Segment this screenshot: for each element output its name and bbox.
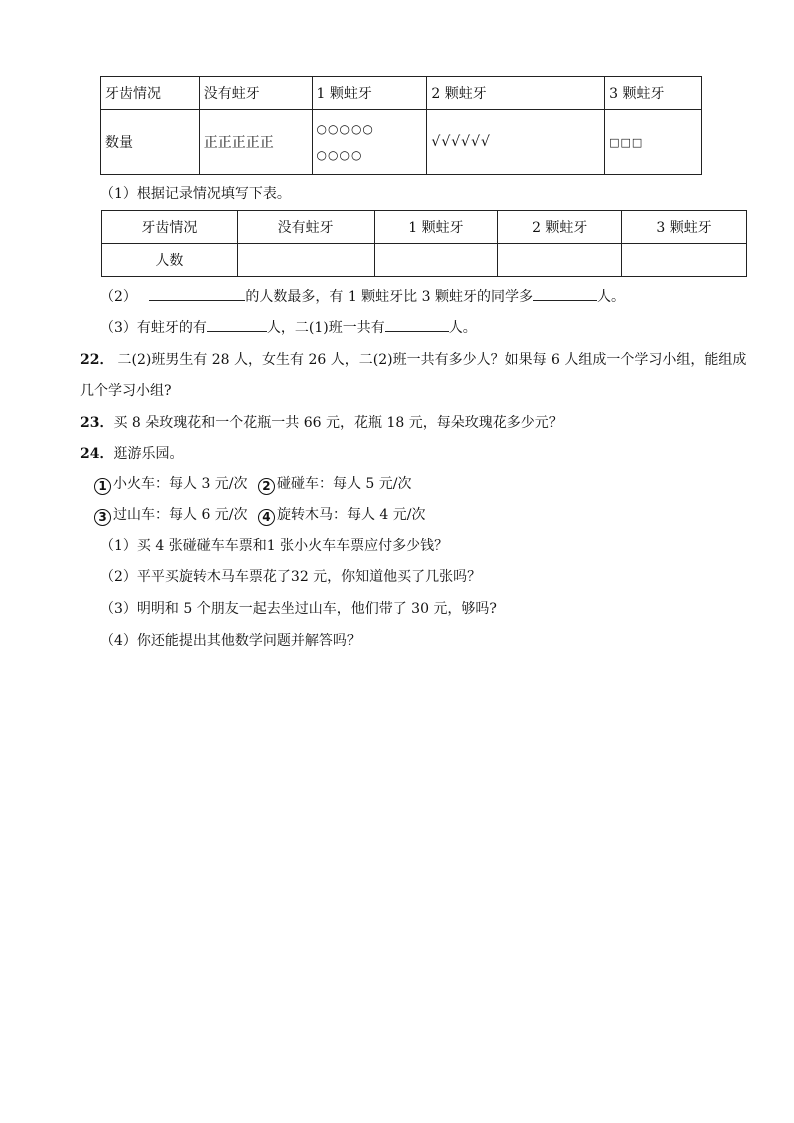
- answer-cell[interactable]: [237, 244, 374, 277]
- tally-one-line1: ○○○○○: [316, 122, 374, 136]
- tally-one: [312, 110, 427, 175]
- q24-sub3: （3）明明和 5 个朋友一起去坐过山车，他们带了 30 元，够吗?: [100, 601, 497, 617]
- question-22-line2: 几个学习小组?: [80, 383, 172, 399]
- question-24-text: 逛游乐园。: [113, 446, 184, 462]
- question-22-line1: [80, 349, 746, 369]
- header-cell: 牙齿情况: [102, 211, 238, 244]
- tally-none: 正正正正正: [199, 110, 312, 175]
- circled-number: 4: [258, 509, 275, 526]
- answer-cell[interactable]: [622, 244, 747, 277]
- answer-cell[interactable]: [498, 244, 622, 277]
- tally-three: [605, 110, 702, 175]
- header-cell: 没有蛀牙: [237, 211, 374, 244]
- circled-number: 3: [94, 509, 111, 526]
- answer-blank[interactable]: [207, 317, 267, 332]
- tally-one-line2: ○○○○: [316, 148, 363, 162]
- circled-number: 1: [94, 478, 111, 495]
- header-cell: 2 颗蛀牙: [427, 77, 605, 110]
- q21-part2-prefix: （2）: [100, 289, 137, 305]
- row-label: 人数: [102, 244, 238, 277]
- ride-price: 小火车：每人 3 元/次: [113, 476, 248, 492]
- q21-part2: [100, 286, 625, 306]
- question-number: 24．: [80, 446, 114, 462]
- ride-row-1: [94, 473, 412, 495]
- answer-blank[interactable]: [533, 286, 597, 301]
- question-24: [80, 443, 183, 463]
- answer-blank[interactable]: [385, 317, 449, 332]
- count-fill-table: [101, 210, 747, 277]
- header-cell: 3 颗蛀牙: [622, 211, 747, 244]
- q24-sub1: （1）买 4 张碰碰车车票和1 张小火车车票应付多少钱？: [100, 538, 449, 554]
- q21-part3: [100, 317, 477, 337]
- q21-part2-end: 人。: [597, 289, 625, 305]
- q24-sub2: （2）平平买旋转木马车票花了32 元，你知道他买了几张吗？: [100, 569, 482, 585]
- header-cell: 牙齿情况: [101, 77, 200, 110]
- q21-part3-text-a: （3）有蛀牙的有: [100, 320, 207, 336]
- question-22-text: 二(2)班男生有 28 人，女生有 26 人，二(2)班一共有多少人？如果每 6 人组成一个学习小组，能组成: [117, 352, 747, 368]
- header-cell: 1 颗蛀牙: [374, 211, 498, 244]
- row-label: 数量: [101, 110, 200, 175]
- tally-two: [427, 110, 605, 175]
- tally-three-boxes: □□□: [609, 136, 644, 149]
- ride-price: 过山车：每人 6 元/次: [113, 507, 248, 523]
- question-23: [80, 412, 563, 432]
- q21-part2-text: 的人数最多，有 1 颗蛀牙比 3 颗蛀牙的同学多: [245, 289, 533, 305]
- header-cell: 1 颗蛀牙: [312, 77, 427, 110]
- circled-number: 2: [258, 478, 275, 495]
- tally-two-checks: √√√√√√: [431, 134, 491, 150]
- question-number: 22．: [80, 352, 114, 368]
- header-cell: 没有蛀牙: [199, 77, 312, 110]
- q24-sub4: （4）你还能提出其他数学问题并解答吗？: [100, 633, 361, 649]
- header-cell: 3 颗蛀牙: [605, 77, 702, 110]
- question-number: 23．: [80, 415, 114, 431]
- question-23-text: 买 8 朵玫瑰花和一个花瓶一共 66 元，花瓶 18 元，每朵玫瑰花多少元？: [113, 415, 563, 431]
- header-cell: 2 颗蛀牙: [498, 211, 622, 244]
- answer-blank[interactable]: [149, 286, 245, 301]
- q21-part3-text-c: 人。: [448, 320, 477, 336]
- ride-price: 碰碰车：每人 5 元/次: [276, 476, 412, 492]
- ride-row-2: [94, 504, 426, 526]
- answer-cell[interactable]: [374, 244, 498, 277]
- tooth-record-table: [100, 76, 702, 175]
- q21-part1: （1）根据记录情况填写下表。: [100, 186, 291, 202]
- q21-part3-text-b: 人，二(1)班一共有: [266, 320, 385, 336]
- ride-price: 旋转木马：每人 4 元/次: [276, 507, 426, 523]
